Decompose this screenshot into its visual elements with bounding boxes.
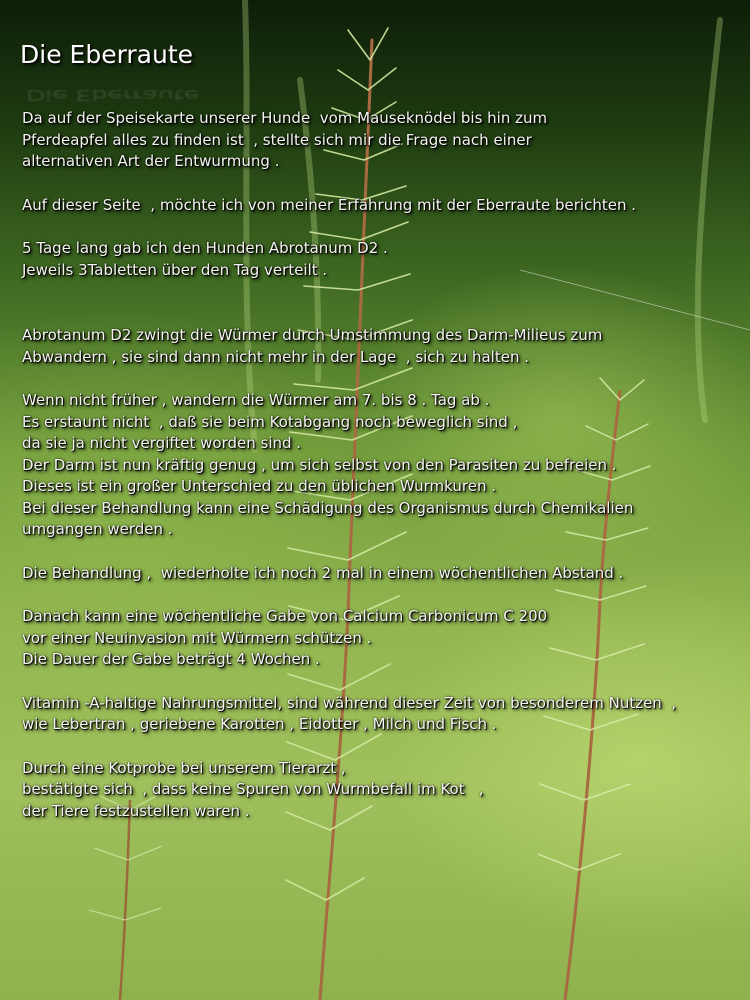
text-line: umgangen werden . xyxy=(22,520,173,538)
text-line: Abwandern , sie sind dann nicht mehr in der Lage , sich zu halten . xyxy=(22,347,529,366)
paragraph-intro xyxy=(22,108,742,173)
text-line: Da auf der Speisekarte unserer Hunde vom Mauseknödel bis hin zum xyxy=(22,109,548,127)
text-line: vor einer Neuinvasion mit Würmern schützen . xyxy=(22,628,372,647)
text-line: wie Lebertran , geriebene Karotten , Eidotter , Milch und Fisch . xyxy=(22,715,497,733)
text-line: da sie ja nicht vergiftet worden sind . xyxy=(22,434,302,452)
paragraph-prevention xyxy=(22,606,742,671)
text-line: Danach kann eine wöchentliche Gabe von Calcium Carbonicum C 200 xyxy=(22,607,548,625)
paragraph-dosage xyxy=(22,238,742,281)
text-line: Bei dieser Behandlung kann eine Schädigung des Organismus durch Chemikalien xyxy=(22,498,634,517)
text-line: Vitamin -A-haltige Nahrungsmittel, sind während dieser Zeit von besonderem Nutzen , xyxy=(22,693,677,712)
text-line: Die Behandlung , wiederholte ich noch 2 mal in einem wöchentlichen Abstand . xyxy=(22,563,624,582)
text-line: Die Dauer der Gabe beträgt 4 Wochen . xyxy=(22,650,320,668)
paragraph-conclusion xyxy=(22,758,742,823)
text-line: Pferdeapfel alles zu finden ist , stellte sich mir die Frage nach einer xyxy=(22,130,532,149)
text-line: Wenn nicht früher , wandern die Würmer am 7. bis 8 . Tag ab . xyxy=(22,391,490,409)
text-line: 5 Tage lang gab ich den Hunden Abrotanum D2 . xyxy=(22,239,388,257)
article-text xyxy=(22,108,742,844)
title-reflection: Die Eberraute xyxy=(26,86,200,104)
text-line: der Tiere festzustellen waren . xyxy=(22,801,250,820)
text-line: Durch eine Kotprobe bei unserem Tierarzt , xyxy=(22,758,346,777)
text-line: alternativen Art der Entwurmung . xyxy=(22,152,280,170)
paragraph-purpose xyxy=(22,195,742,217)
text-line: bestätigte sich , dass keine Spuren von Wurmbefall im Kot , xyxy=(22,780,484,798)
paragraph-result xyxy=(22,390,742,541)
text-line: Der Darm ist nun kräftig genug , um sich selbst von den Parasiten zu befreien . xyxy=(22,455,617,474)
text-line: Dieses ist ein großer Unterschied zu den üblichen Wurmkuren . xyxy=(22,477,496,495)
text-line: Auf dieser Seite , möchte ich von meiner Erfahrung mit der Eberraute berichten . xyxy=(22,195,637,214)
text-line: Jeweils 3Tabletten über den Tag verteilt . xyxy=(22,260,328,279)
text-line: Abrotanum D2 zwingt die Würmer durch Umstimmung des Darm-Milieus zum xyxy=(22,326,603,344)
page-title: Die Eberraute xyxy=(20,40,194,69)
paragraph-vitamin xyxy=(22,693,742,736)
paragraph-effect xyxy=(22,325,742,368)
paragraph-repeat xyxy=(22,563,742,585)
text-line: Es erstaunt nicht , daß sie beim Kotabgang noch beweglich sind , xyxy=(22,412,518,431)
